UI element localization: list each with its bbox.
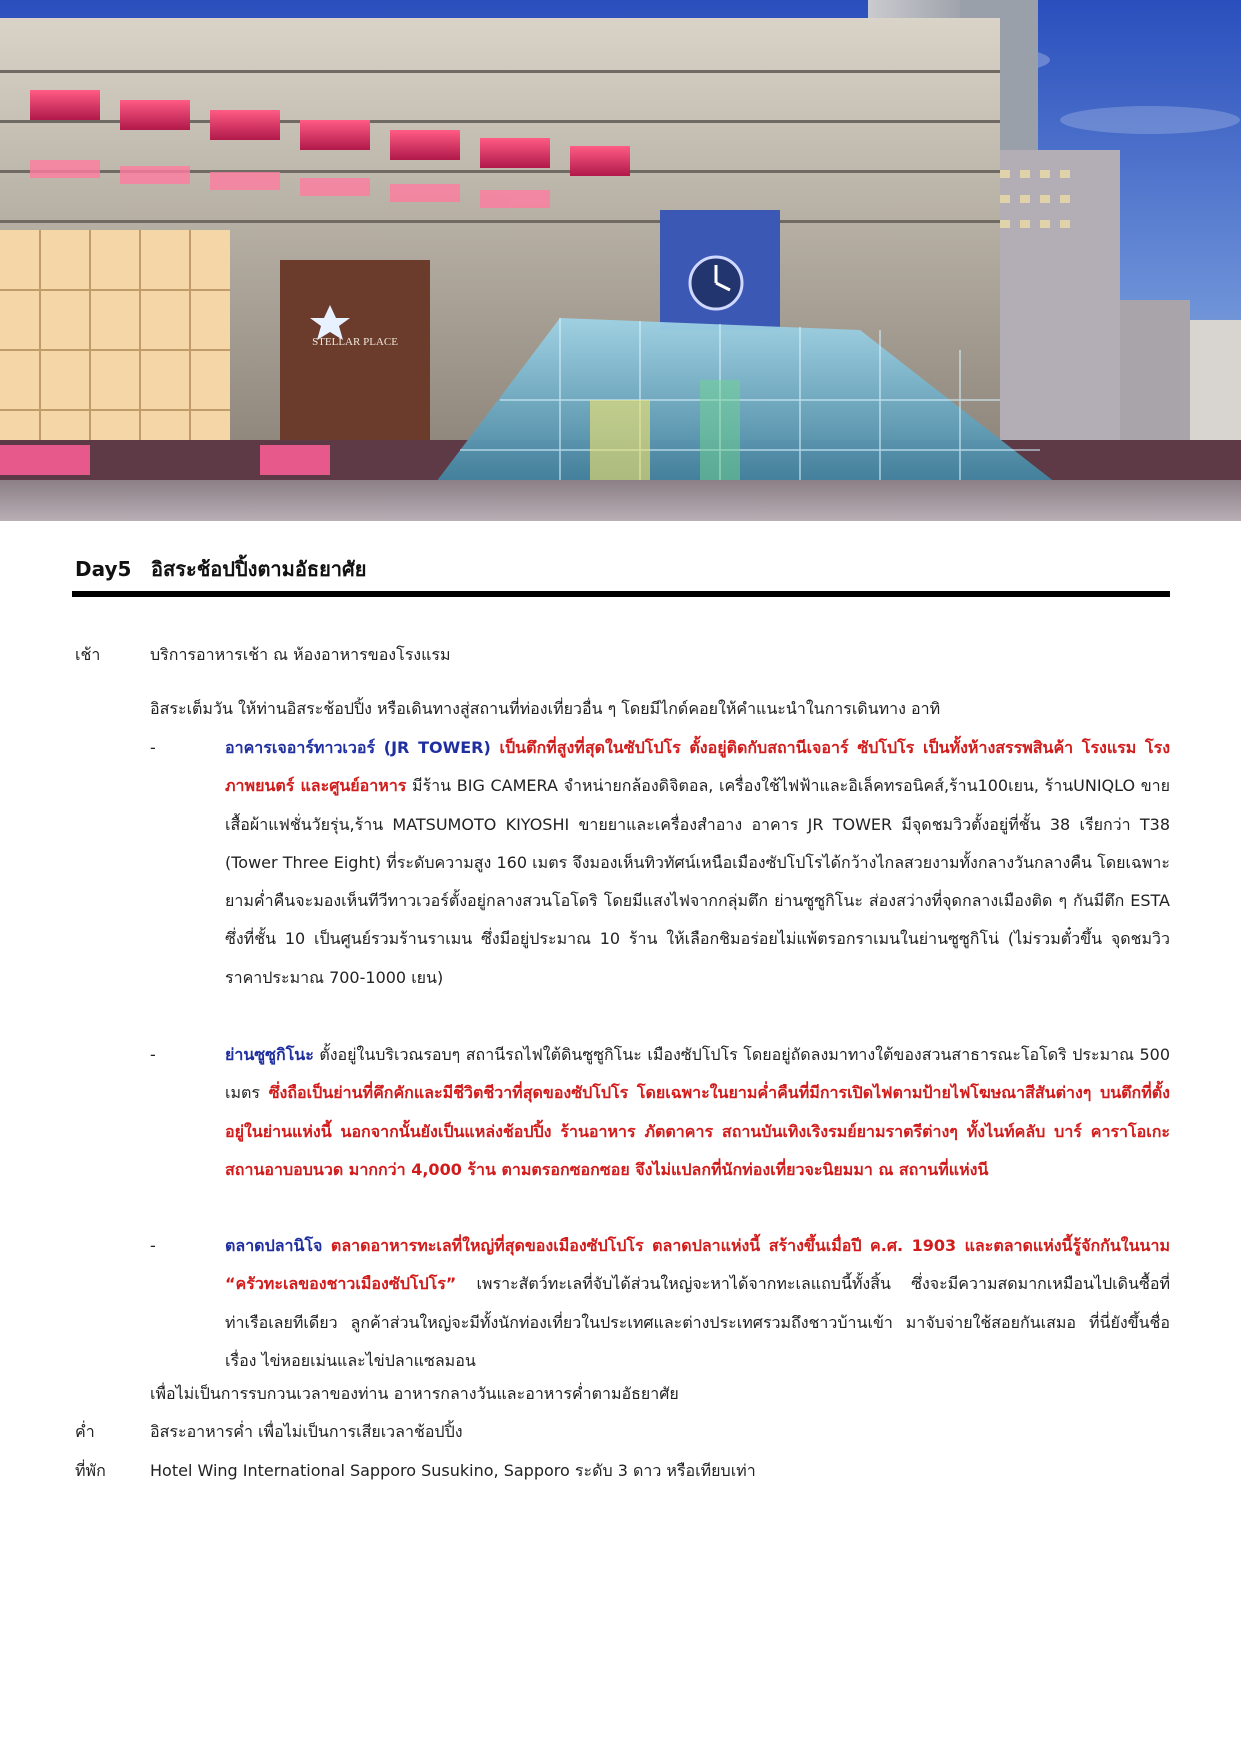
highlight-jr-tower: เป็นตึกที่สูงที่สุดในซัปโปโร ตั้งอยู่ติดกับสถานีเจอาร์ ซัปโปโร เป็นทั้งห้างสรรพสินค้า โรงแรม โรงภาพยนตร์ และศูนย์อาหาร [225,738,1171,796]
dinner-label: ค่ำ [75,1422,95,1441]
day-number: Day5 [75,557,132,581]
intro-paragraph: อิสระเต็มวัน ให้ท่านอิสระช้อปปิ้ง หรือเดินทางสู่สถานที่ท่องเที่ยวอื่น ๆ โดยมีไกด์คอยให้คำแนะนำในการเดินทาง อาทิ [150,699,941,718]
outro-paragraph: เพื่อไม่เป็นการรบกวนเวลาของท่าน อาหารกลางวันและอาหารค่ำตามอัธยาศัย [150,1384,679,1403]
list-item-content [225,1227,1170,1380]
list-item-nijo-market [150,1227,1170,1380]
breakfast-label: เช้า [75,645,101,664]
description-nijo-market: เพราะสัตว์ทะเลที่จับได้ส่วนใหญ่จะหาได้จากทะเลแถบนี้ทั้งสิ้น ซึ่งจะมีความสดมากเหมือนไปเดินซื้อที่ ท่าเรือเลยทีเดียว ลูกค้าส่วนใหญ่จะมีทั้งนักท่องเที่ยวในประเทศและต่างประเทศรวมถึงชาวบ้านเข้า มาจับจ่ายใช้สอยกันเสมอ ที่นี่ยังขึ้นชื่อเรื่อง ไข่หอยเม่นและไข่ปลาแซลมอน [225,1274,1170,1370]
list-item-content [225,1036,1170,1189]
description-jr-tower: มีร้าน BIG CAMERA จำหน่ายกล้องดิจิตอล, เครื่องใช้ไฟฟ้าและอิเล็คทรอนิคส์,ร้าน100เยน, ร้านUNIQLO ขายเสื้อผ้าแฟชั่นวัยรุ่น,ร้าน MATSUMOTO KIYOSHI ขายยาและเครื่องสำอาง อาคาร JR TOWER มีจุดชมวิวตั้งอยู่ที่ชั้น 38 เรียกว่า T38 (Tower Three Eight) ที่ระดับความสูง 160 เมตร จึงมองเห็นทิวทัศน์เหนือเมืองซัปโปโรได้กว้างไกลสวยงามทั้งกลางวันกลางคืน โดยเฉพาะยามค่ำคืนจะมองเห็นทีวีทาวเวอร์ตั้งอยู่กลางสวนโอโดริ โดยมีแสงไฟจากกลุ่มตึก ย่านซูซูกิโนะ ส่องสว่างที่จุดกลางเมืองติด ๆ กันมีตึก ESTA ซึ่งที่ชั้น 10 เป็นศูนย์รวมร้านราเมน ซึ่งมีอยู่ประมาณ 10 ร้าน ให้เลือกชิมอร่อยไม่แพ้ตรอกราเมนในย่านซูซูกิโน่ (ไม่รวมตั๋วขึ้น จุดชมวิวราคาประมาณ 700-1000 เยน) [225,776,1171,987]
highlight-susukino: ซึ่งถือเป็นย่านที่คึกคักและมีชีวิตชีวาที่สุดของซัปโปโร โดยเฉพาะในยามค่ำคืนที่มีการเปิดไฟตามป้ายไฟโฆษณาสีสันต่างๆ บนตึกที่ตั้งอยู่ในย่านแห่งนี้ นอกจากนั้นยังเป็นแหล่งช้อปปิ้ง ร้านอาหาร ภัตตาคาร สถานบันเทิงเริงรมย์ยามราตรีต่างๆ ทั้งไนท์คลับ บาร์ คาราโอเกะ สถานอาบอบนวด มากกว่า 4,000 ร้าน ตามตรอกซอกซอย จึงไม่แปลกที่นักท่องเที่ยวจะนิยมมา ณ สถานที่แห่งนี [225,1083,1170,1179]
list-item-content [225,729,1170,997]
place-name-nijo-market: ตลาดปลานิโจ [225,1236,323,1255]
breakfast-text: บริการอาหารเช้า ณ ห้องอาหารของโรงแรม [150,645,451,664]
place-name-susukino: ย่านซูซูกิโนะ [225,1045,314,1064]
hero-photo-jr-tower [0,0,1241,521]
hotel-label: ที่พัก [75,1461,106,1480]
heading-divider [72,591,1170,597]
bullet-dash: - [150,1236,156,1255]
hotel-text: Hotel Wing International Sapporo Susukino, Sapporo ระดับ 3 ดาว หรือเทียบเท่า [150,1461,756,1480]
stellar-place-sign: STELLAR PLACE [312,336,398,348]
list-item-susukino [150,1036,1170,1189]
dinner-text: อิสระอาหารค่ำ เพื่อไม่เป็นการเสียเวลาช้อปปิ้ง [150,1422,463,1441]
bullet-dash: - [150,1045,156,1064]
place-name-jr-tower: อาคารเจอาร์ทาวเวอร์ (JR TOWER) [225,738,491,757]
highlight-nijo-market: ตลาดอาหารทะเลที่ใหญ่ที่สุดของเมืองซัปโปโร ตลาดปลาแห่งนี้ สร้างขึ้นเมื่อปี ค.ศ. 1903 และตลาดแห่งนี้รู้จักกันในนาม “ครัวทะเลของชาวเมืองซัปโปโร” [225,1236,1170,1294]
description-susukino: ตั้งอยู่ในบริเวณรอบๆ สถานีรถไฟใต้ดินซูซูกิโนะ เมืองซัปโปโร โดยอยู่ถัดลงมาทางใต้ของสวนสาธารณะโอโดริ ประมาณ 500 เมตร [225,1045,1170,1103]
day-title: อิสระช้อปปิ้งตามอัธยาศัย [151,557,367,581]
jr-tower-illustration [0,0,1241,521]
day-heading [75,553,366,585]
list-item-jr-tower [150,729,1170,997]
bullet-dash: - [150,738,156,757]
